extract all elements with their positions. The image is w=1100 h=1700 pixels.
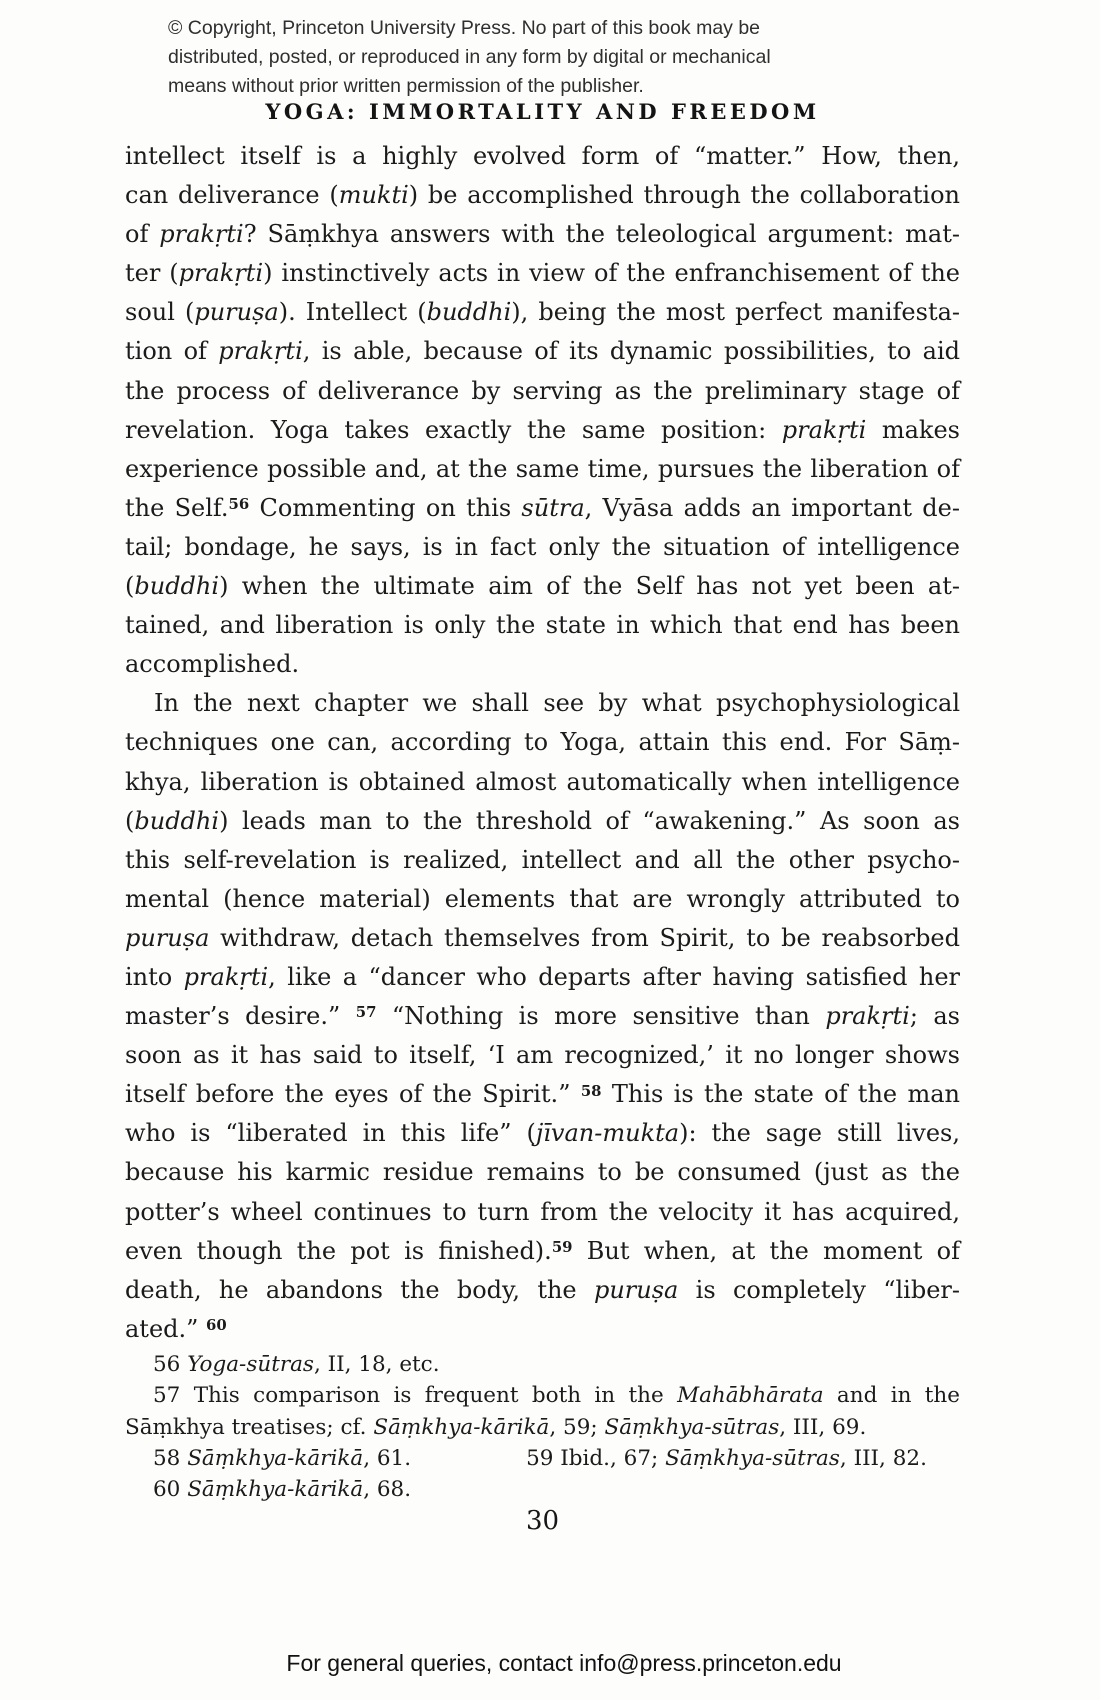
text-line	[125, 450, 960, 489]
text-segment: experience possible and, at the same time, pursues the liberation of	[125, 454, 960, 483]
text-line	[125, 254, 960, 293]
text-line	[125, 176, 960, 215]
text-line	[125, 1232, 960, 1271]
text-segment: , 61.	[363, 1445, 412, 1471]
footnote-marker: 59	[551, 1237, 573, 1256]
text-segment: ated.”	[125, 1314, 207, 1343]
text-segment: ) leads man to the threshold of “awakening.” As soon as	[219, 806, 960, 835]
text-line	[125, 215, 960, 254]
text-line	[125, 1310, 960, 1349]
text-segment: itself before the eyes of the Spirit.”	[125, 1080, 581, 1109]
text-line	[125, 1474, 960, 1505]
text-segment: buddhi	[134, 806, 220, 835]
text-segment: soon as it has said to itself, ‘I am recognized,’ it no longer shows	[125, 1041, 960, 1070]
text-line	[125, 841, 960, 880]
text-line	[125, 684, 960, 723]
text-segment: ). Intellect (	[278, 298, 427, 327]
text-segment: , II, 18, etc.	[313, 1352, 440, 1377]
text-segment: of	[125, 220, 160, 249]
text-segment: mukti	[338, 181, 409, 210]
text-segment: This is the state of the man	[601, 1080, 960, 1109]
text-segment: Yoga-sūtras	[187, 1352, 314, 1377]
text-segment: tion of	[125, 337, 219, 366]
text-line	[125, 1193, 960, 1232]
text-segment: into	[125, 962, 184, 991]
footnote-marker: 58	[580, 1081, 602, 1100]
text-line	[125, 1153, 960, 1192]
text-segment: But when, at the moment of	[572, 1236, 960, 1265]
text-segment: prakṛti	[781, 415, 867, 444]
text-line	[125, 1075, 960, 1114]
text-segment: “Nothing is more sensitive than	[376, 1002, 826, 1031]
copyright-line: distributed, posted, or reproduced in any form by digital or mechanical	[168, 46, 771, 68]
text-segment: 58	[153, 1445, 188, 1471]
text-segment: who is “liberated in this life” (	[125, 1119, 536, 1148]
text-segment: buddhi	[426, 298, 512, 327]
copyright-line: means without prior written permission of the publisher.	[168, 75, 644, 97]
text-segment: Sāṃkhya-kārikā	[187, 1445, 364, 1471]
text-segment: Sāṃkhya-kārikā	[187, 1477, 364, 1503]
text-line	[125, 1036, 960, 1075]
text-segment: ) instinctively acts in view of the enfranchisement of the	[263, 259, 961, 288]
text-line	[125, 137, 960, 176]
text-segment: Commenting on this	[249, 493, 522, 522]
text-segment: potter’s wheel continues to turn from the velocity it has acquired,	[125, 1197, 960, 1226]
text-segment: the process of deliverance by serving as the preliminary stage of	[125, 376, 960, 405]
footer-contact-line: For general queries, contact info@press.princeton.edu	[286, 1650, 842, 1676]
text-segment: 60	[153, 1477, 188, 1503]
text-segment: jīvan-mukta	[535, 1119, 680, 1148]
text-segment: , 68.	[363, 1477, 412, 1503]
text-segment: puruṣa	[593, 1275, 679, 1304]
text-segment: 56	[153, 1352, 188, 1377]
text-segment: , III, 82.	[839, 1445, 927, 1471]
text-line	[125, 645, 960, 684]
text-segment: is completely “liber-	[678, 1275, 960, 1304]
text-segment: intellect itself is a highly evolved form of “matter.” How, then,	[125, 142, 960, 170]
text-line	[125, 763, 960, 802]
text-segment: prakṛti	[218, 337, 303, 366]
text-segment: techniques one can, according to Yoga, attain this end. For Sāṃ-	[125, 728, 960, 757]
text-line	[125, 528, 960, 567]
text-segment: tail; bondage, he says, is in fact only the situation of intelligence	[125, 532, 960, 561]
text-segment: Sāṃkhya treatises; cf.	[125, 1414, 374, 1440]
page-number: 30	[525, 1506, 560, 1536]
text-segment: even though the pot is finished).	[125, 1236, 552, 1265]
text-line	[125, 1349, 960, 1380]
text-line	[125, 958, 960, 997]
text-segment: ; as	[909, 1002, 960, 1031]
text-line	[125, 293, 960, 332]
text-segment: this self-revelation is realized, intellect and all the other psycho-	[125, 845, 960, 874]
text-segment: puruṣa	[194, 298, 279, 327]
text-segment: , Vyāsa adds an important de-	[584, 493, 960, 522]
text-segment: prakṛti	[178, 259, 264, 288]
text-segment: tained, and liberation is only the state in which that end has been	[125, 611, 960, 640]
text-line	[125, 919, 960, 958]
text-segment: Sāṃkhya-sūtras	[604, 1414, 780, 1440]
text-segment: Sāṃkhya-sūtras	[665, 1445, 840, 1471]
text-segment: withdraw, detach themselves from Spirit, to be reabsorbed	[209, 923, 960, 952]
text-line	[125, 489, 960, 528]
text-segment: ) when the ultimate aim of the Self has not yet been at-	[219, 572, 960, 601]
text-segment: accomplished.	[125, 650, 300, 679]
text-segment: In the next chapter we shall see by what psychophysiological	[154, 689, 960, 718]
text-line	[125, 1114, 960, 1153]
text-segment: (	[125, 806, 135, 835]
text-segment: master’s desire.”	[125, 1002, 356, 1031]
text-segment: , like a “dancer who departs after having satisfied her	[268, 962, 961, 991]
text-segment: ): the sage still lives,	[679, 1119, 960, 1148]
text-line	[125, 723, 960, 762]
text-segment: the Self.	[125, 493, 229, 522]
text-line	[125, 332, 960, 371]
text-line	[125, 1412, 960, 1443]
text-line	[125, 1380, 960, 1411]
text-segment: ), being the most perfect manifesta-	[511, 298, 961, 327]
text-segment: Mahābhārata	[677, 1383, 824, 1409]
text-segment: , III, 69.	[779, 1414, 867, 1440]
text-segment: buddhi	[134, 572, 220, 601]
text-line	[125, 997, 960, 1036]
text-segment: , 59;	[549, 1414, 605, 1440]
text-segment: and in the	[823, 1383, 960, 1409]
text-segment: prakṛti	[825, 1002, 910, 1031]
text-segment: because his karmic residue remains to be consumed (just as the	[125, 1158, 960, 1187]
footnote-marker: 60	[206, 1316, 227, 1335]
text-segment: , is able, because of its dynamic possibilities, to aid	[302, 337, 960, 366]
text-line	[125, 606, 960, 645]
text-line	[125, 567, 960, 606]
text-segment: Sāṃkhya-kārikā	[373, 1414, 550, 1440]
copyright-notice	[168, 14, 868, 101]
body-text	[125, 137, 960, 1349]
text-line	[125, 880, 960, 919]
text-line	[125, 1271, 960, 1310]
text-segment: (	[125, 572, 135, 601]
text-line	[125, 1443, 960, 1474]
paragraph	[125, 684, 960, 1349]
text-segment: makes	[866, 415, 960, 444]
text-segment: khya, liberation is obtained almost automatically when intelligence	[125, 767, 960, 796]
text-line	[125, 372, 960, 411]
text-segment: 59 Ibid., 67;	[526, 1445, 666, 1471]
text-segment: can deliverance (	[125, 181, 339, 210]
footnotes-block	[125, 1349, 960, 1505]
paragraph	[125, 137, 960, 684]
text-segment: soul (	[125, 298, 195, 327]
text-segment: ? Sāṃkhya answers with the teleological argument: mat-	[243, 220, 960, 249]
text-segment: death, he abandons the body, the	[125, 1275, 594, 1304]
copyright-line: © Copyright, Princeton University Press. No part of this book may be	[168, 17, 761, 39]
text-segment: puruṣa	[125, 923, 210, 952]
text-segment: prakṛti	[159, 220, 244, 249]
text-segment: ) be accomplished through the collaboration	[408, 181, 960, 210]
text-segment: mental (hence material) elements that are wrongly attributed to	[125, 884, 960, 913]
footnote-marker: 56	[228, 495, 250, 514]
text-line	[125, 411, 960, 450]
footnote-marker: 57	[355, 1003, 377, 1022]
text-line	[125, 802, 960, 841]
text-segment: ter (	[125, 259, 179, 288]
text-segment: sūtra	[521, 493, 585, 522]
text-segment: prakṛti	[183, 962, 269, 991]
running-head-chapter-title: YOGA: IMMORTALITY AND FREEDOM	[265, 99, 820, 124]
text-segment: revelation. Yoga takes exactly the same position:	[125, 415, 782, 444]
text-segment: 57 This comparison is frequent both in the	[153, 1383, 678, 1409]
